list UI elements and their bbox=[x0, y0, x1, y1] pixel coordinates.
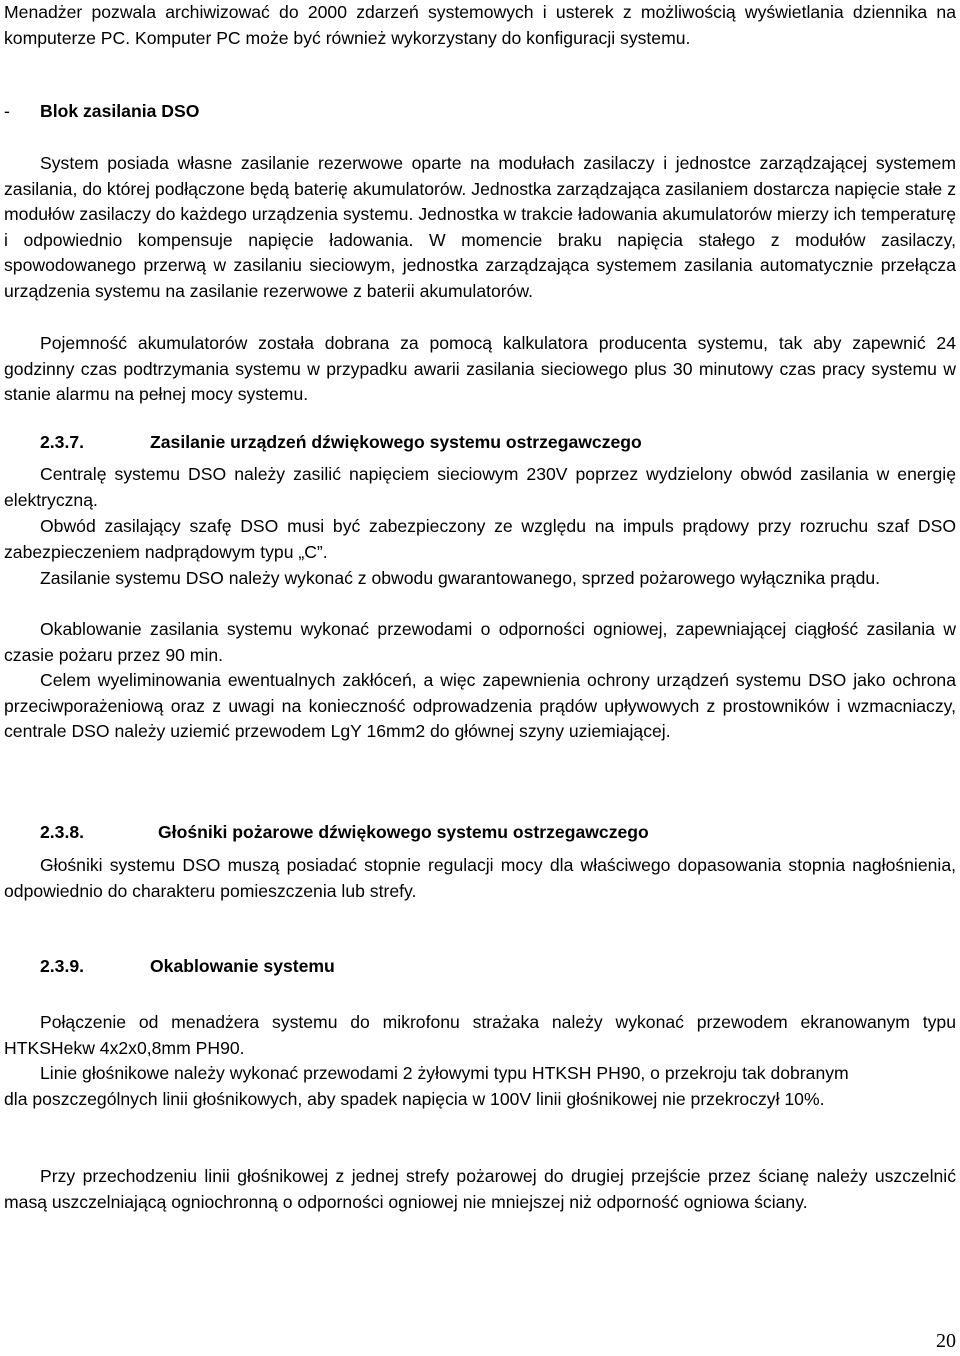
section-2-3-7-heading bbox=[4, 430, 956, 456]
heading-dash: - bbox=[4, 101, 10, 121]
s239-paragraph-1: Połączenie od menadżera systemu do mikrofonu strażaka należy wykonać przewodem ekranowanym typu HTKSHekw 4x2x0,8mm PH90. bbox=[4, 1012, 956, 1058]
section-title: Okablowanie systemu bbox=[150, 956, 335, 976]
s237-paragraph-5: Celem wyeliminowania ewentualnych zakłóceń, a więc zapewnienia ochrony urządzeń systemu DSO jako ochrona przeciwporażeniową oraz z uwagi na konieczność odprowadzenia prądów upływowych z prostowników i wzmacniaczy, centrale DSO należy uziemić przewodem LgY 16mm2 do głównej szyny uziemiającej. bbox=[4, 670, 956, 742]
section-2-3-9-heading bbox=[4, 954, 956, 980]
page-number: 20 bbox=[936, 1330, 956, 1352]
section-title: Głośniki pożarowe dźwiękowego systemu ostrzegawczego bbox=[158, 822, 649, 842]
s238-paragraph-1: Głośniki systemu DSO muszą posiadać stopnie regulacji mocy dla właściwego dopasowania stopnia nagłośnienia, odpowiednio do charakteru pomieszczenia lub strefy. bbox=[4, 855, 956, 901]
blok-heading bbox=[4, 99, 956, 125]
s239-paragraph-2: Linie głośnikowe należy wykonać przewodami 2 żyłowymi typu HTKSH PH90, o przekroju tak dobranym dla poszczególnych linii głośnikowych, aby spadek napięcia w 100V linii głośnikowej nie przekroczył 10%. bbox=[4, 1063, 849, 1109]
intro-paragraph: Menadżer pozwala archiwizować do 2000 zdarzeń systemowych i usterek z możliwością wyświetlania dziennika na komputerze PC. Komputer PC może być również wykorzystany do konfiguracji systemu. bbox=[4, 2, 956, 48]
section-number: 2.3.8. bbox=[40, 822, 85, 842]
section-number: 2.3.7. bbox=[40, 432, 85, 452]
blok-paragraph-2: Pojemność akumulatorów została dobrana za pomocą kalkulatora producenta systemu, tak aby zapewnić 24 godzinny czas podtrzymania systemu w przypadku awarii zasilania sieciowego plus 30 minutowy czas pracy systemu w stanie alarmu na pełnej mocy systemu. bbox=[4, 333, 956, 405]
s237-paragraph-4: Okablowanie zasilania systemu wykonać przewodami o odporności ogniowej, zapewniającej ciągłość zasilania w czasie pożaru przez 90 min. bbox=[4, 619, 956, 665]
s237-paragraph-3: Zasilanie systemu DSO należy wykonać z obwodu gwarantowanego, sprzed pożarowego wyłącznika prądu. bbox=[40, 568, 881, 588]
s237-paragraph-1: Centralę systemu DSO należy zasilić napięciem sieciowym 230V poprzez wydzielony obwód zasilania w energię elektryczną. bbox=[4, 464, 956, 510]
section-number: 2.3.9. bbox=[40, 956, 85, 976]
blok-paragraph-1: System posiada własne zasilanie rezerwowe oparte na modułach zasilaczy i jednostce zarządzającej systemem zasilania, do której podłączone będą baterię akumulatorów. Jednostka zarządzająca zasilaniem dostarcza napięcie stałe z modułów zasilaczy do każdego urządzenia systemu. Jednostka w trakcie ładowania akumulatorów mierzy ich temperaturę i odpowiednio kompensuje napięcie ładowania. W momencie braku napięcia stałego z modułów zasilaczy, spowodowanego przerwą w zasilaniu sieciowym, jednostka zarządzająca systemem zasilania automatycznie przełącza urządzenia systemu na zasilanie rezerwowe z baterii akumulatorów. bbox=[4, 153, 956, 301]
section-2-3-8-heading bbox=[4, 820, 956, 846]
blok-heading-title: Blok zasilania DSO bbox=[40, 101, 200, 121]
s239-paragraph-3: Przy przechodzeniu linii głośnikowej z jednej strefy pożarowej do drugiej przejście przez ścianę należy uszczelnić masą uszczelniającą ogniochronną o odporności ogniowej nie mniejszej niż odporność ogniowa ściany. bbox=[4, 1166, 956, 1212]
section-title: Zasilanie urządzeń dźwiękowego systemu ostrzegawczego bbox=[150, 432, 642, 452]
s237-paragraph-2: Obwód zasilający szafę DSO musi być zabezpieczony ze względu na impuls prądowy przy rozruchu szaf DSO zabezpieczeniem nadprądowym typu „C”. bbox=[4, 516, 956, 562]
